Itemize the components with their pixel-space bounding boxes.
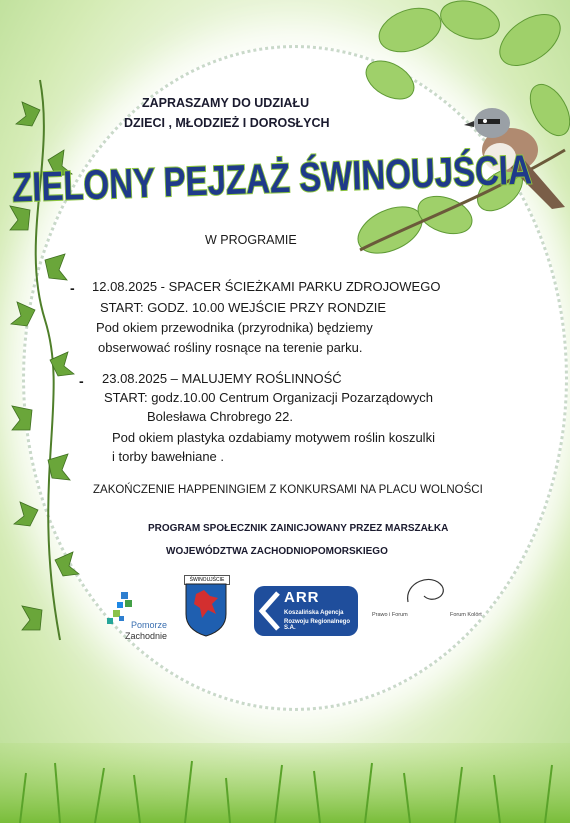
forum-text-right: Forum Kolört (450, 612, 482, 618)
program-sponsor-line-2: WOJEWÓDZTWA ZACHODNIOPOMORSKIEGO (166, 546, 388, 557)
pomorze-text-2: Zachodnie (125, 631, 168, 641)
event-2-desc-1: Pod okiem plastyka ozdabiamy motywem roślin koszulki (112, 430, 435, 445)
event-title-text: ZIELONY PEJZAŻ ŚWINOUJŚCIA (11, 145, 533, 211)
arr-agency-logo (254, 586, 358, 636)
forum-logo (372, 572, 492, 624)
event-1-title: 12.08.2025 - SPACER ŚCIEŻKAMI PARKU ZDROJOWEGO (92, 279, 441, 294)
swinoujscie-crest-logo (184, 575, 228, 635)
grass-decoration (0, 683, 570, 823)
event-2-desc-2: i torby bawełniane . (112, 449, 225, 464)
crest-label: ŚWINOUJŚCIE (184, 575, 230, 585)
program-heading: W PROGRAMIE (205, 233, 297, 247)
closing-line: ZAKOŃCZENIE HAPPENINGIEM Z KONKURSAMI NA PLACU WOLNOŚCI (93, 484, 483, 496)
arr-arrow-icon (258, 591, 282, 631)
event-1-desc-2: obserwować rośliny rosnące na terenie parku. (98, 340, 363, 355)
arr-big-text: ARR (284, 589, 320, 606)
arr-text-1: Koszalińska Agencja (284, 610, 344, 616)
event-1-start: START: GODZ. 10.00 WEJŚCIE PRZY RONDZIE (100, 300, 387, 315)
event-1-desc-1: Pod okiem przewodnika (przyrodnika) będziemy (96, 320, 373, 335)
arr-text-2: Rozwoju Regionalnego S.A. (284, 619, 350, 631)
program-sponsor-line-1: PROGRAM SPOŁECZNIK ZAINICJOWANY PRZEZ MARSZAŁKA (148, 523, 449, 534)
event-2-bullet: - (79, 373, 84, 389)
invitation-line-2: DZIECI , MŁODZIEŻ I DOROSŁYCH (124, 116, 330, 130)
event-2-address: Bolesława Chrobrego 22. (147, 409, 293, 424)
event-1-bullet: - (70, 280, 75, 296)
pomorze-text-1: Pomorze (131, 620, 168, 630)
event-2-title: 23.08.2025 – MALUJEMY ROŚLINNOŚĆ (102, 371, 342, 386)
event-2-start: START: godz.10.00 Centrum Organizacji Pozarządowych (104, 390, 434, 405)
forum-text-left: Prawo i Forum (372, 612, 408, 618)
invitation-line-1: ZAPRASZAMY DO UDZIAŁU (142, 96, 310, 110)
event-title (11, 140, 533, 222)
griffin-crest-icon (184, 584, 228, 636)
pomorze-zachodnie-logo (103, 590, 173, 650)
forum-swirl-icon (402, 572, 452, 608)
